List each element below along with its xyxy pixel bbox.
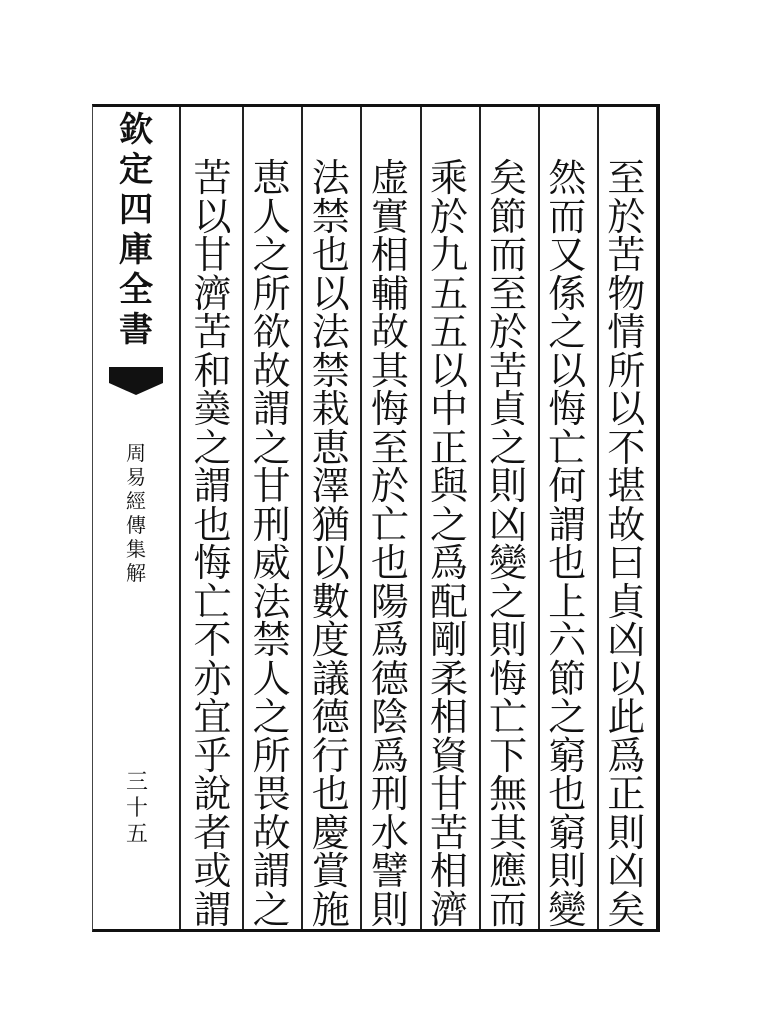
- text-char: 虚: [370, 156, 409, 200]
- text-char: 人: [252, 656, 291, 701]
- text-char: 應: [489, 849, 528, 893]
- text-char: 凶: [607, 849, 646, 893]
- text-char: 之: [430, 502, 469, 547]
- text-char: 苦: [489, 348, 528, 393]
- text-char: 何: [548, 464, 587, 508]
- text-char: 苦: [193, 156, 232, 200]
- text-char: 悔: [193, 541, 232, 585]
- text-char: 苦: [430, 810, 469, 855]
- text-char: 苦: [193, 310, 232, 354]
- text-char: 所: [252, 271, 291, 316]
- text-column: [420, 107, 479, 932]
- text-char: 爲: [370, 733, 409, 778]
- text-char: 威: [252, 541, 291, 585]
- text-char: 猶: [311, 502, 350, 547]
- text-char: 窮: [548, 810, 587, 855]
- text-char: 爲: [430, 541, 469, 585]
- text-char: 之: [548, 310, 587, 354]
- margin-char: 四: [119, 190, 153, 230]
- text-column: [479, 107, 538, 932]
- margin-column: [93, 107, 181, 929]
- text-char: 貞: [489, 387, 528, 431]
- margin-char: 集: [126, 537, 146, 561]
- text-char: 柔: [430, 656, 469, 701]
- text-char: 剛: [430, 618, 469, 662]
- text-char: 悔: [548, 387, 587, 431]
- text-char: 欲: [252, 310, 291, 354]
- text-column: [242, 107, 301, 932]
- text-char: 爲: [370, 618, 409, 662]
- text-char: 恵: [252, 156, 291, 200]
- margin-char: 五: [125, 822, 148, 847]
- text-char: 至: [489, 271, 528, 316]
- margin-book-title: [126, 443, 146, 587]
- text-char: 亦: [193, 656, 232, 701]
- text-char: 矣: [607, 887, 646, 932]
- text-char: 所: [607, 348, 646, 393]
- margin-char: 三: [125, 770, 148, 795]
- text-char: 數: [311, 579, 350, 624]
- text-char: 栽: [311, 387, 350, 431]
- margin-char: 定: [119, 150, 153, 190]
- text-char: 其: [370, 348, 409, 393]
- text-char: 悔: [370, 387, 409, 431]
- text-char: 之: [252, 425, 291, 470]
- text-char: 資: [430, 733, 469, 778]
- text-char: 澤: [311, 464, 350, 508]
- text-char: 刑: [370, 772, 409, 816]
- text-char: 濟: [430, 887, 469, 932]
- text-char: 故: [252, 348, 291, 393]
- text-char: 不: [193, 618, 232, 662]
- text-char: 所: [252, 733, 291, 778]
- margin-char: 全: [119, 270, 153, 310]
- text-char: 之: [252, 887, 291, 932]
- text-char: 賞: [311, 849, 350, 893]
- text-char: 於: [489, 310, 528, 354]
- text-char: 畏: [252, 772, 291, 816]
- text-char: 法: [252, 579, 291, 624]
- text-char: 甘: [193, 233, 232, 277]
- text-char: 亡: [370, 502, 409, 547]
- text-char: 而: [489, 233, 528, 277]
- text-char: 五: [430, 271, 469, 316]
- text-char: 以: [311, 271, 350, 316]
- text-char: 甘: [430, 772, 469, 816]
- text-column: [597, 107, 656, 932]
- text-char: 以: [548, 348, 587, 393]
- fishtail-mark-icon: [109, 367, 163, 397]
- text-char: 者: [193, 810, 232, 855]
- text-column: [301, 107, 360, 932]
- column-divider: [301, 107, 303, 929]
- text-char: 物: [607, 271, 646, 316]
- text-char: 譬: [370, 849, 409, 893]
- text-char: 禁: [252, 618, 291, 662]
- page-frame: [92, 104, 660, 932]
- margin-char: 庫: [119, 230, 153, 270]
- text-char: 則: [370, 887, 409, 932]
- text-char: 謂: [193, 887, 232, 932]
- text-char: 正: [430, 425, 469, 470]
- text-char: 矣: [489, 156, 528, 200]
- text-char: 凶: [607, 618, 646, 662]
- text-char: 以: [193, 194, 232, 239]
- text-char: 以: [430, 348, 469, 393]
- text-char: 無: [489, 772, 528, 816]
- text-char: 也: [548, 541, 587, 585]
- text-char: 也: [311, 233, 350, 277]
- text-char: 堪: [607, 464, 646, 508]
- text-char: 亡: [489, 695, 528, 739]
- text-char: 故: [370, 310, 409, 354]
- text-char: 至: [370, 425, 409, 470]
- text-char: 議: [311, 656, 350, 701]
- text-char: 節: [489, 194, 528, 239]
- margin-char: 傳: [126, 513, 146, 537]
- text-char: 係: [548, 271, 587, 316]
- text-char: 而: [548, 194, 587, 239]
- text-char: 德: [370, 656, 409, 701]
- text-char: 窮: [548, 733, 587, 778]
- text-char: 變: [489, 541, 528, 585]
- text-char: 甘: [252, 464, 291, 508]
- text-char: 之: [548, 695, 587, 739]
- margin-page-number: [93, 772, 181, 850]
- column-divider: [597, 107, 599, 929]
- text-char: 德: [311, 695, 350, 739]
- text-char: 情: [607, 310, 646, 354]
- text-char: 變: [548, 887, 587, 932]
- text-char: 乘: [430, 156, 469, 200]
- text-char: 與: [430, 464, 469, 508]
- text-char: 陰: [370, 695, 409, 739]
- text-char: 禁: [311, 348, 350, 393]
- text-char: 輔: [370, 271, 409, 316]
- text-char: 和: [193, 348, 232, 393]
- text-char: 於: [607, 194, 646, 239]
- text-char: 相: [370, 233, 409, 277]
- text-char: 節: [548, 656, 587, 701]
- text-char: 度: [311, 618, 350, 662]
- text-char: 相: [430, 695, 469, 739]
- text-column: [360, 107, 419, 932]
- text-char: 濟: [193, 271, 232, 316]
- text-char: 水: [370, 810, 409, 855]
- text-char: 行: [311, 733, 350, 778]
- text-char: 配: [430, 579, 469, 624]
- text-char: 慶: [311, 810, 350, 855]
- text-column: [538, 107, 597, 932]
- text-char: 於: [370, 464, 409, 508]
- text-char: 謂: [252, 387, 291, 431]
- text-char: 施: [311, 887, 350, 932]
- text-char: 故: [252, 810, 291, 855]
- text-char: 說: [193, 772, 232, 816]
- text-char: 至: [607, 156, 646, 200]
- text-char: 也: [548, 772, 587, 816]
- text-char: 爲: [607, 733, 646, 778]
- text-char: 謂: [193, 464, 232, 508]
- text-char: 謂: [252, 849, 291, 893]
- text-char: 法: [311, 310, 350, 354]
- text-char: 則: [607, 810, 646, 855]
- text-char: 而: [489, 887, 528, 932]
- text-char: 其: [489, 810, 528, 855]
- text-char: 上: [548, 579, 587, 624]
- text-char: 於: [430, 194, 469, 239]
- text-char: 亡: [548, 425, 587, 470]
- text-char: 此: [607, 695, 646, 739]
- text-char: 亡: [193, 579, 232, 624]
- text-char: 則: [548, 849, 587, 893]
- margin-char: 十: [125, 796, 148, 821]
- margin-char: 書: [119, 310, 153, 350]
- text-char: 之: [252, 695, 291, 739]
- text-column: [183, 107, 242, 932]
- margin-title: [119, 110, 153, 353]
- text-char: 也: [193, 502, 232, 547]
- text-char: 實: [370, 194, 409, 239]
- column-divider: [360, 107, 362, 929]
- margin-char: 易: [126, 465, 146, 489]
- text-char: 法: [311, 156, 350, 200]
- text-char: 也: [370, 541, 409, 585]
- text-char: 相: [430, 849, 469, 893]
- text-char: 五: [430, 310, 469, 354]
- text-char: 故: [607, 502, 646, 547]
- text-char: 羮: [193, 387, 232, 431]
- text-char: 貞: [607, 579, 646, 624]
- text-char: 之: [489, 579, 528, 624]
- text-char: 凶: [489, 502, 528, 547]
- text-char: 人: [252, 194, 291, 239]
- text-char: 以: [607, 387, 646, 431]
- text-char: 以: [607, 656, 646, 701]
- text-char: 乎: [193, 733, 232, 778]
- text-char: 苦: [607, 233, 646, 277]
- text-char: 不: [607, 425, 646, 470]
- text-char: 之: [193, 425, 232, 470]
- text-char: 恵: [311, 425, 350, 470]
- text-char: 謂: [548, 502, 587, 547]
- text-char: 悔: [489, 656, 528, 701]
- text-char: 又: [548, 233, 587, 277]
- text-char: 則: [489, 464, 528, 508]
- text-char: 之: [489, 425, 528, 470]
- text-char: 正: [607, 772, 646, 816]
- column-divider: [479, 107, 481, 929]
- text-char: 以: [311, 541, 350, 585]
- column-divider: [538, 107, 540, 929]
- text-char: 禁: [311, 194, 350, 239]
- margin-char: 周: [126, 441, 146, 465]
- text-char: 宜: [193, 695, 232, 739]
- column-divider: [242, 107, 244, 929]
- text-char: 下: [489, 733, 528, 778]
- text-char: 中: [430, 387, 469, 431]
- margin-char: 欽: [119, 110, 153, 150]
- text-char: 陽: [370, 579, 409, 624]
- text-char: 之: [252, 233, 291, 277]
- text-char: 刑: [252, 502, 291, 547]
- text-char: 六: [548, 618, 587, 662]
- text-char: 曰: [607, 541, 646, 585]
- column-divider: [420, 107, 422, 929]
- text-char: 或: [193, 849, 232, 893]
- text-char: 則: [489, 618, 528, 662]
- text-char: 也: [311, 772, 350, 816]
- text-char: 九: [430, 233, 469, 277]
- text-char: 然: [548, 156, 587, 200]
- margin-char: 解: [126, 561, 146, 585]
- margin-char: 經: [126, 489, 146, 513]
